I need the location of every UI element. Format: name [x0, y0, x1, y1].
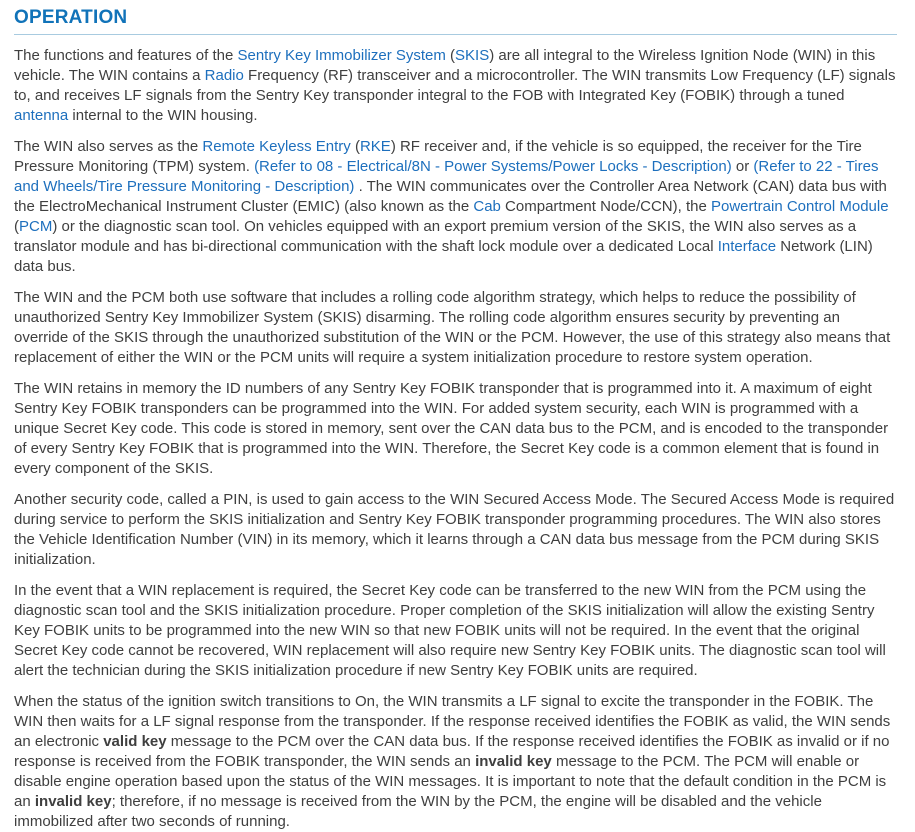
- body-text: The WIN and the PCM both use software that includes a rolling code algorithm strategy, which helps to reduce the possibility of unauthorized Sentry Key Immobilizer System (SKIS) disarming. The rolling code algorithm ensures security by preventing an override of the SKIS through the unauthorized substitution of the WIN or the PCM. However, the use of this strategy also means that replacement of either the WIN or the PCM units will require a system initialization procedure to restore system operation.: [14, 289, 891, 366]
- body-text: ) RF receiver and, if the vehicle is so equipped, the receiver for the Tire Pressure Monitoring (TPM) system.: [14, 138, 862, 175]
- page-title: OPERATION: [14, 7, 128, 28]
- body-text: message to the PCM over the CAN data bus. If the response received identifies the FOBIK as invalid or if no response is received from the FOBIK transponder, the WIN sends an: [14, 733, 890, 770]
- body-text: Frequency (RF) transceiver and a microcontroller. The WIN transmits Low Frequency (LF) signals to, and receives LF signals from the Sentry Key transponder integral to the FOB with Integrated Key (FOBIK) through a tuned: [14, 67, 896, 104]
- body-text: The functions and features of the: [14, 47, 238, 64]
- body-text: In the event that a WIN replacement is required, the Secret Key code can be transferred to the new WIN from the PCM using the diagnostic scan tool and the SKIS initialization procedure. Proper completion of the SKIS initialization will allow the existing Sentry Key FOBIK units to be programmed into the new WIN so that new FOBIK units will not be required. In the event that the original Secret Key code cannot be recovered, WIN replacement will also require new Sentry Key FOBIK units. The diagnostic scan tool will alert the technician during the SKIS initialization procedure if new Sentry Key FOBIK units are required.: [14, 582, 886, 679]
- paragraph: [14, 379, 897, 479]
- inline-link[interactable]: Radio: [204, 67, 244, 84]
- paragraph: [14, 581, 897, 681]
- inline-link[interactable]: SKIS: [455, 47, 490, 64]
- paragraph: [14, 288, 897, 368]
- body-text: ) are all integral to the Wireless Ignition Node (WIN) in this vehicle. The WIN contains a: [14, 47, 876, 84]
- body-text: The WIN retains in memory the ID numbers of any Sentry Key FOBIK transponder that is programmed into it. A maximum of eight Sentry Key FOBIK transponders can be programmed into the WIN. For added system security, each WIN is programmed with a unique Secret Key code. This code is stored in memory, sent over the CAN data bus to the PCM, and is encoded to the transponder of every Sentry Key FOBIK that is programmed into the WIN. Therefore, the Secret Key code is a common element that is found in every component of the SKIS.: [14, 380, 889, 477]
- paragraph: [14, 692, 897, 832]
- body-text: (: [14, 218, 19, 235]
- inline-link[interactable]: Cab: [473, 198, 501, 215]
- body-text: When the status of the ignition switch transitions to On, the WIN transmits a LF signal to excite the transponder in the FOBIK. The WIN then waits for a LF signal response from the transponder. If the response received identifies the FOBIK as valid, the WIN sends an electronic: [14, 693, 891, 750]
- inline-link[interactable]: antenna: [14, 107, 69, 124]
- body-text: (: [350, 138, 360, 155]
- bold-text: invalid key: [475, 753, 552, 770]
- bold-text: valid key: [103, 733, 167, 750]
- body-text: Network (LIN) data bus.: [14, 238, 873, 275]
- inline-link[interactable]: Interface: [717, 238, 777, 255]
- body-text: Compartment Node/CCN), the: [500, 198, 711, 215]
- body-text: . The WIN communicates over the Controller Area Network (CAN) data bus with the ElectroMechanical Instrument Cluster (EMIC) (also known as the: [14, 178, 887, 215]
- inline-link[interactable]: Powertrain Control Module: [710, 198, 889, 215]
- body-text: message to the PCM. The PCM will enable or disable engine operation based upon the status of the WIN messages. It is important to note that the default condition in the PCM is an: [14, 753, 887, 810]
- heading-rule: [14, 34, 897, 35]
- body-text: internal to the WIN housing.: [68, 107, 258, 124]
- inline-link[interactable]: (Refer to 22 - Tires and Wheels/Tire Pressure Monitoring - Description): [14, 158, 879, 195]
- inline-link[interactable]: Sentry Key Immobilizer System: [237, 47, 446, 64]
- inline-link[interactable]: RKE: [359, 138, 391, 155]
- body-text: Another security code, called a PIN, is used to gain access to the WIN Secured Access Mode. The Secured Access Mode is required during service to perform the SKIS initialization and Sentry Key FOBIK transponder programming procedures. The WIN also stores the Vehicle Identification Number (VIN) in its memory, which it learns through a CAN data bus message from the PCM during SKIS initialization.: [14, 491, 895, 568]
- paragraph: [14, 137, 897, 277]
- body-text: or: [731, 158, 754, 175]
- content-area: [14, 46, 897, 832]
- inline-link[interactable]: Remote Keyless Entry: [202, 138, 351, 155]
- inline-link[interactable]: (Refer to 08 - Electrical/8N - Power Systems/Power Locks - Description): [254, 158, 732, 175]
- body-text: ; therefore, if no message is received from the WIN by the PCM, the engine will be disabled and the vehicle immobilized after two seconds of running.: [14, 793, 822, 830]
- paragraph: [14, 490, 897, 570]
- inline-link[interactable]: PCM: [19, 218, 53, 235]
- body-text: The WIN also serves as the: [14, 138, 203, 155]
- bold-text: invalid key: [34, 793, 112, 810]
- body-text: ) or the diagnostic scan tool. On vehicles equipped with an export premium version of the SKIS, the WIN also serves as a translator module and has bi-directional communication with the shaft lock module over a dedicated Local: [14, 218, 857, 255]
- paragraph: [14, 46, 897, 126]
- body-text: (: [445, 47, 456, 64]
